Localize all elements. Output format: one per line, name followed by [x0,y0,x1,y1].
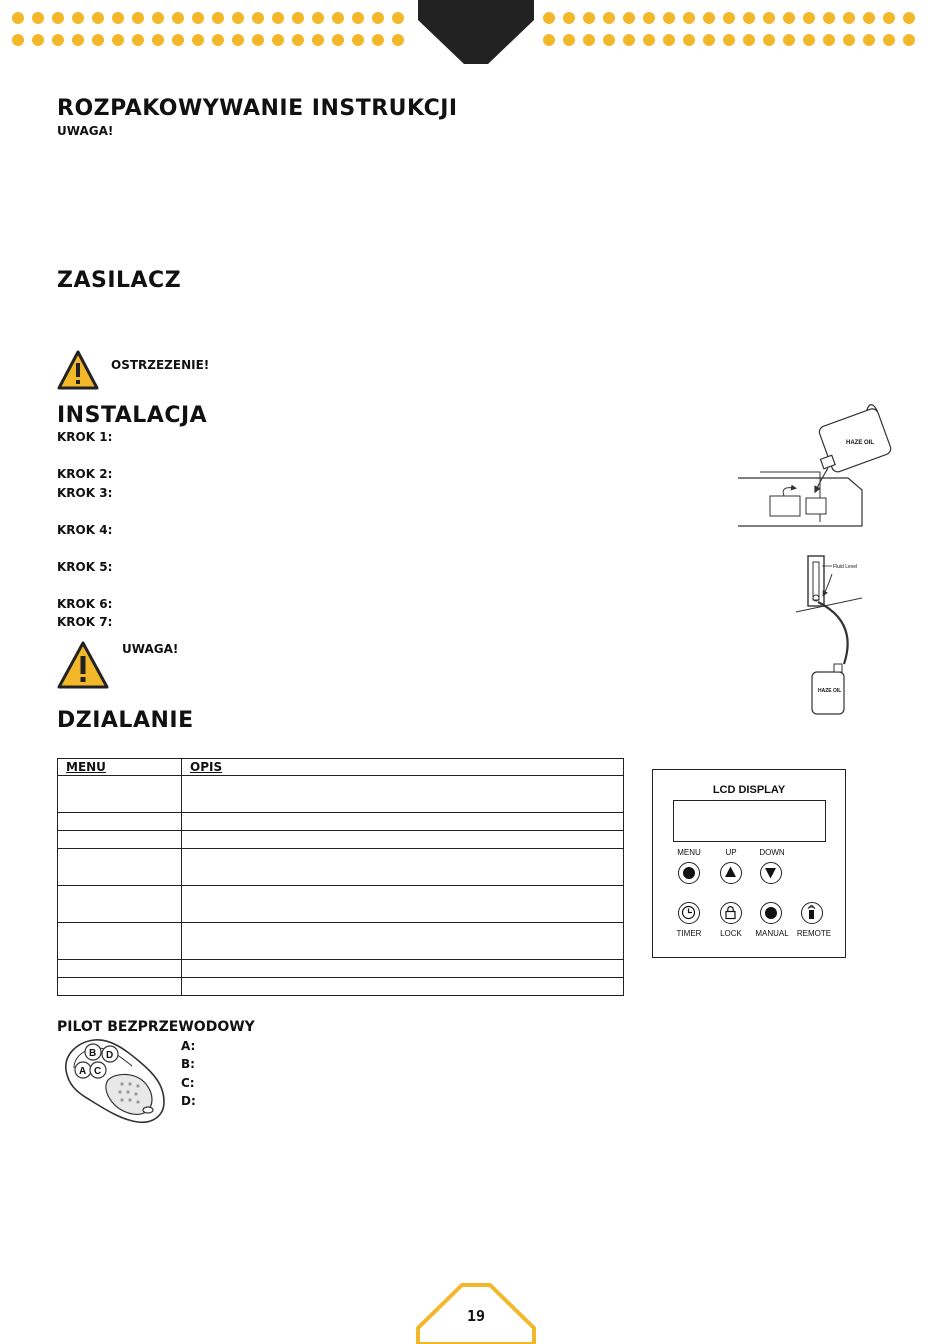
header-dot [272,34,284,46]
header-dots-left-row2 [12,34,404,46]
header-dot [843,12,855,24]
header-dot [843,34,855,46]
header-dot [172,12,184,24]
header-dot [312,12,324,24]
section-title-power: ZASILACZ [57,268,182,293]
header-dot [823,34,835,46]
lock-icon [721,903,740,922]
page-number: 19 [466,1307,486,1325]
down-button[interactable] [760,862,782,884]
header-dot [703,12,715,24]
warning-triangle-icon [57,350,99,390]
unpacking-note: UWAGA! [57,124,114,138]
remote-key-label-d: D: [181,1094,196,1108]
section-title-remote: PILOT BEZPRZEWODOWY [57,1019,255,1035]
remote-fob-icon [60,1036,168,1126]
header-dot [292,34,304,46]
header-dot [52,12,64,24]
header-dot [292,12,304,24]
header-dot [783,34,795,46]
table-header-menu: MENU [58,759,182,776]
header-dot [372,12,384,24]
table-row [58,849,624,886]
header-dot [92,12,104,24]
header-dot [392,34,404,46]
table-row [58,886,624,923]
remote-key-label-c: C: [181,1076,195,1090]
table-row [58,831,624,849]
header-dot [803,12,815,24]
header-dot [192,12,204,24]
header-dot [803,34,815,46]
header-dot [603,34,615,46]
power-warning: OSTRZEZENIE! [111,358,210,372]
lcd-label-lock: LOCK [720,929,742,938]
header-dot [332,12,344,24]
header-dot [192,34,204,46]
remote-icon [802,903,821,922]
header-dot [172,34,184,46]
header-dot [392,12,404,24]
menu-button[interactable] [678,862,700,884]
header-dot [252,12,264,24]
header-dot [52,34,64,46]
header-dot [763,12,775,24]
header-dot [743,12,755,24]
header-dot [212,34,224,46]
section-title-unpacking: ROZPAKOWYWANIE INSTRUKCJI [57,96,458,121]
header-dot [32,12,44,24]
table-row [58,813,624,831]
header-dot [663,34,675,46]
header-dot [132,34,144,46]
header-dot [272,12,284,24]
header-dot [603,12,615,24]
remote-key-d: D [106,1050,114,1061]
header-dots-right-row1 [543,12,915,24]
lcd-label-timer: TIMER [676,929,702,938]
timer-button[interactable] [678,902,700,924]
table-row [58,978,624,996]
header-dot [72,34,84,46]
remote-key-b: B [89,1048,97,1059]
header-dot [863,34,875,46]
small-bottle-label: HAZE OIL [818,688,842,694]
header-dot [783,12,795,24]
remote-key-label-a: A: [181,1039,196,1053]
header-dot [352,34,364,46]
header-dot [543,12,555,24]
header-dot [12,12,24,24]
up-arrow-icon [721,863,740,882]
header-dot [332,34,344,46]
table-header-opis: OPIS [182,759,624,776]
header-dot [232,12,244,24]
remote-button[interactable] [801,902,823,924]
header-dot [152,12,164,24]
header-dot [252,34,264,46]
header-dot [583,12,595,24]
bottle-label: HAZE OIL [846,440,874,446]
header-dots-right-row2 [543,34,915,46]
remote-key-c: C [94,1066,102,1077]
header-dot [372,34,384,46]
table-row [58,776,624,813]
header-dot [352,12,364,24]
menu-table [57,758,624,996]
lcd-label-down: DOWN [759,848,785,857]
header-dot [703,34,715,46]
header-dot [903,12,915,24]
header-dot [152,34,164,46]
install-note: UWAGA! [122,642,179,656]
header-dot [683,34,695,46]
header-dot [312,34,324,46]
header-dot [112,34,124,46]
header-dot [683,12,695,24]
install-step-6: KROK 6: [57,597,113,611]
header-chevron-shape [418,0,534,66]
install-step-5: KROK 5: [57,560,113,574]
install-step-7: KROK 7: [57,615,113,629]
header-dot [863,12,875,24]
header-dot [643,34,655,46]
lcd-label-remote: REMOTE [796,929,832,938]
table-header-row [58,759,624,776]
header-dot [763,34,775,46]
header-dot [32,34,44,46]
lcd-panel-title: LCD DISPLAY [712,784,786,796]
remote-key-label-b: B: [181,1057,195,1071]
header-dots-left-row1 [12,12,404,24]
lcd-screen [673,800,826,842]
header-dot [723,12,735,24]
install-step-4: KROK 4: [57,523,113,537]
down-arrow-icon [761,863,780,882]
header-dot [583,34,595,46]
header-dot [883,34,895,46]
lcd-label-up: UP [725,848,737,857]
header-dot [72,12,84,24]
header-dot [623,34,635,46]
install-step-3: KROK 3: [57,486,113,500]
clock-icon [679,903,698,922]
header-dot [883,12,895,24]
lock-button[interactable] [720,902,742,924]
haze-machine-illustration [736,402,896,718]
header-dot [132,12,144,24]
header-dot [12,34,24,46]
lcd-panel [652,769,846,958]
header-dot [903,34,915,46]
header-dot [543,34,555,46]
warning-triangle-icon [57,641,109,689]
section-title-install: INSTALACJA [57,403,208,428]
header-dot [563,12,575,24]
install-step-2: KROK 2: [57,467,113,481]
header-dot [623,12,635,24]
fluid-level-label: Fluid Level [833,564,858,570]
header-dot [232,34,244,46]
remote-key-a: A [79,1066,87,1077]
header-dot [823,12,835,24]
lcd-label-manual: MANUAL [755,929,789,938]
up-button[interactable] [720,862,742,884]
install-step-1: KROK 1: [57,430,113,444]
header-dot [743,34,755,46]
header-dot [723,34,735,46]
header-dot [212,12,224,24]
header-dot [643,12,655,24]
header-dot [92,34,104,46]
header-dot [663,12,675,24]
table-row [58,960,624,978]
manual-button[interactable] [760,902,782,924]
header-dot [112,12,124,24]
section-title-operation: DZIALANIE [57,708,194,733]
lcd-label-menu: MENU [677,848,701,857]
table-row [58,923,624,960]
header-dot [563,34,575,46]
